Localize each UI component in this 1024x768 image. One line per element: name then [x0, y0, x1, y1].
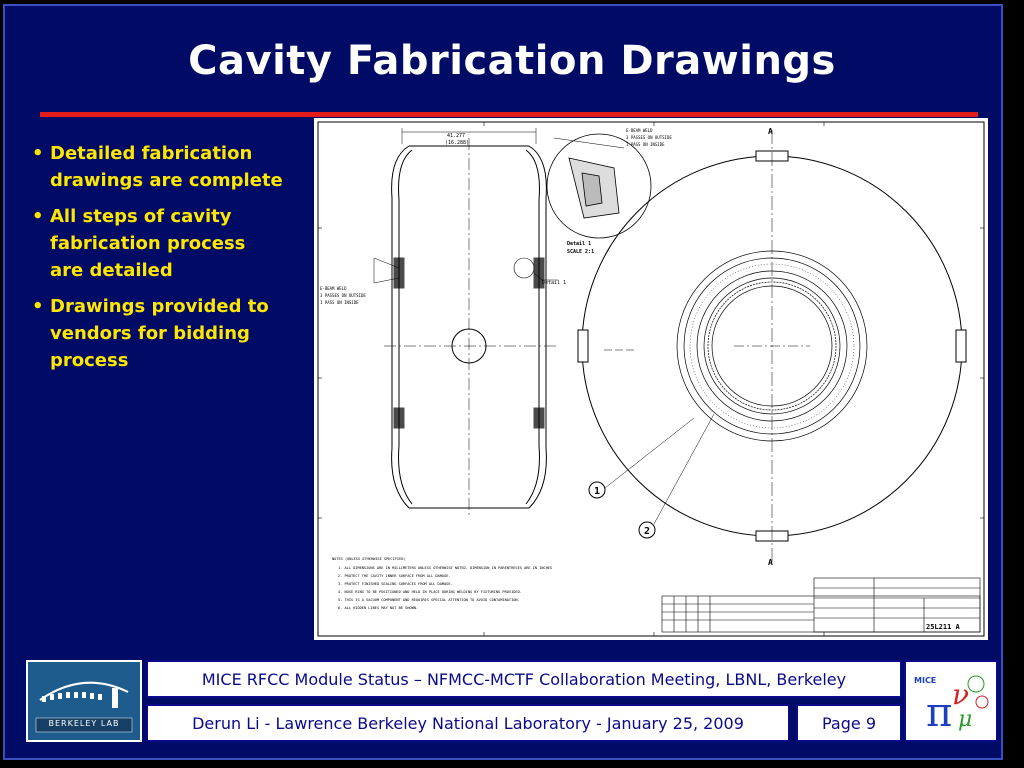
bullet-item — [32, 293, 307, 374]
cavity-front-view — [578, 130, 966, 563]
bullet-text: Detailed fabrication drawings are complete — [50, 143, 283, 191]
fabrication-drawing — [314, 118, 988, 640]
svg-text:5. THIS IS A VACUUM COMPONENT: 5. THIS IS A VACUUM COMPONENT AND REQUIRES SPECIAL ATTENTION TO AVOID CONTAMINATION. — [338, 598, 520, 602]
page-number-box — [796, 704, 902, 742]
svg-text:3 PASSES ON OUTSIDE: 3 PASSES ON OUTSIDE — [626, 135, 672, 140]
presenter-text: Derun Li - Lawrence Berkeley National Laboratory - January 25, 2009 — [192, 713, 744, 733]
svg-text:E-BEAM WELD: E-BEAM WELD — [320, 286, 347, 291]
bullet-marker: • — [32, 206, 44, 227]
weld-note-left — [320, 286, 366, 305]
mice-logo-icon — [906, 662, 996, 740]
svg-text:3. PROTECT FINISHED SEALING S: 3. PROTECT FINISHED SEALING SURFACES FROM ALL DAMAGE. — [338, 582, 453, 586]
svg-text:1 PASS ON INSIDE: 1 PASS ON INSIDE — [626, 142, 665, 147]
weld-note-top — [626, 128, 672, 147]
section-a-bottom: A — [768, 558, 773, 567]
detail-1-view — [547, 134, 651, 238]
balloon-2: 2 — [644, 526, 651, 537]
berkeley-lab-logo-icon — [28, 662, 140, 740]
bullet-marker: • — [32, 296, 44, 317]
mice-text: MICE — [914, 676, 937, 685]
svg-text:2. PROTECT THE CAVITY INNER S: 2. PROTECT THE CAVITY INNER SURFACE FROM ALL DAMAGE. — [338, 574, 451, 578]
drawing-svg — [314, 118, 988, 640]
slide-title: Cavity Fabrication Drawings — [188, 38, 836, 84]
svg-text:π: π — [926, 690, 953, 736]
detail-scale: SCALE 2:1 — [567, 249, 595, 255]
berkeley-lab-text: BERKELEY LAB — [48, 719, 120, 728]
title-underline — [40, 112, 978, 117]
svg-text:ν: ν — [952, 678, 970, 711]
bullet-text: All steps of cavity fabrication process are detailed — [50, 206, 246, 281]
bullet-item — [32, 203, 307, 284]
detail-label: Detail 1 — [567, 241, 592, 247]
svg-text:4. NOSE RING TO BE POSITIONED: 4. NOSE RING TO BE POSITIONED AND HELD IN PLACE DURING WELDING BY FIXTURING PROVIDED. — [338, 590, 522, 594]
dim-top-1: 41.277 — [447, 133, 466, 139]
mice-logo — [904, 660, 998, 742]
bullet-text: Drawings provided to vendors for bidding process — [50, 296, 269, 371]
cavity-side-view — [374, 128, 559, 518]
section-a-top: A — [768, 127, 773, 136]
svg-text:E-BEAM WELD: E-BEAM WELD — [626, 128, 653, 133]
balloon-1: 1 — [594, 486, 601, 497]
svg-text:1. ALL DIMENSIONS ARE IN MILL: 1. ALL DIMENSIONS ARE IN MILLIMETERS UNLESS OTHERWISE NOTED. DIMENSION IN PARENTHESES ARE IN INCHES — [338, 566, 553, 570]
page-number: Page 9 — [822, 713, 876, 733]
bullet-list — [32, 140, 307, 383]
svg-text:1 PASS ON INSIDE: 1 PASS ON INSIDE — [320, 300, 359, 305]
berkeley-lab-logo — [26, 660, 142, 742]
bullet-marker: • — [32, 143, 44, 164]
svg-text:μ: μ — [958, 707, 973, 732]
presenter-footer — [146, 704, 790, 742]
svg-text:6. ALL HIDDEN LINES MAY NOT B: 6. ALL HIDDEN LINES MAY NOT BE SHOWN. — [338, 606, 419, 610]
meeting-footer — [146, 660, 902, 698]
drawing-notes — [332, 557, 552, 610]
svg-text:NOTES (UNLESS OTHERWISE SPECIF: NOTES (UNLESS OTHERWISE SPECIFIED) — [332, 557, 406, 561]
meeting-text: MICE RFCC Module Status – NFMCC-MCTF Collaboration Meeting, LBNL, Berkeley — [201, 669, 847, 689]
detail-callout: Detail 1 — [542, 280, 567, 286]
bullet-item — [32, 140, 307, 194]
svg-text:3 PASSES ON OUTSIDE: 3 PASSES ON OUTSIDE — [320, 293, 366, 298]
dim-top-2: (16.288) — [445, 140, 470, 146]
drawing-number: 25L211 A — [926, 623, 960, 631]
